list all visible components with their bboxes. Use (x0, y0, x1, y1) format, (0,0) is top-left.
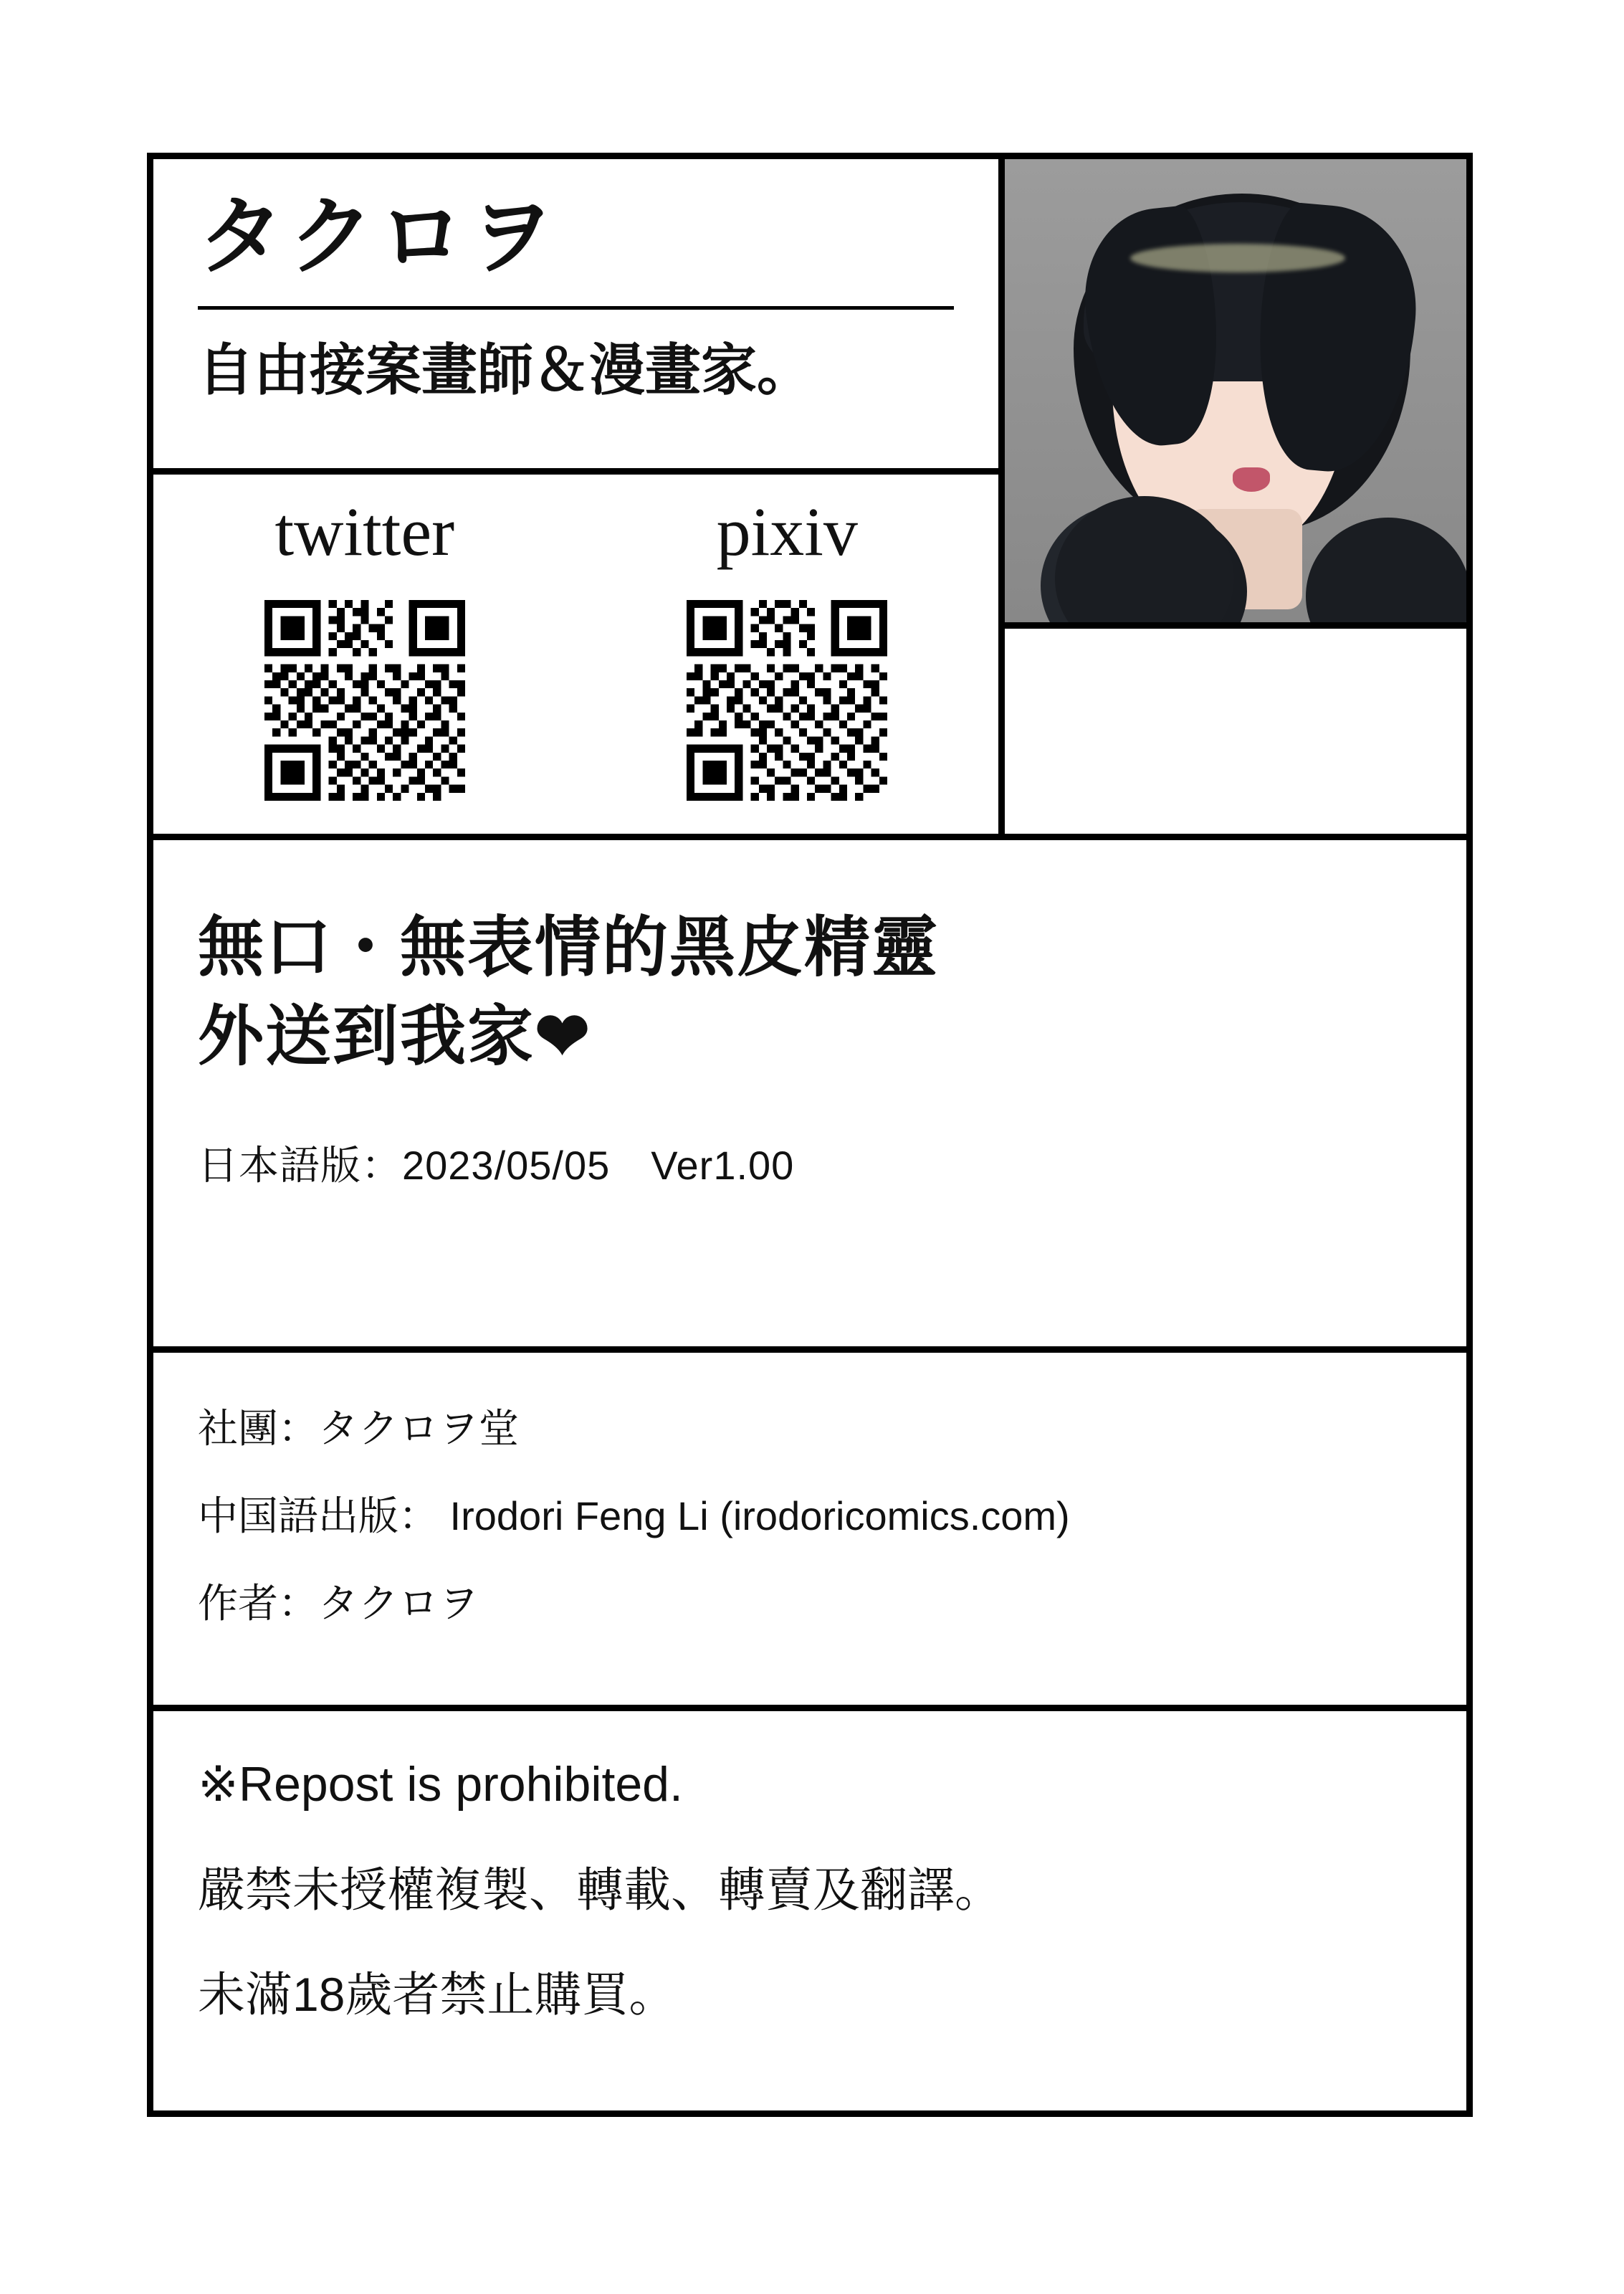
credit-author: 作者：タクロヲ (198, 1581, 479, 1626)
portrait-column (1005, 159, 1466, 840)
notice-age-restriction: 未滿18歲者禁止購買。 (198, 1968, 677, 2021)
artist-portrait-image (1005, 159, 1466, 629)
portrait-mouth (1233, 467, 1270, 492)
work-title-block (153, 840, 1466, 1353)
blank-panel (1005, 629, 1466, 834)
artist-info-column (153, 159, 1005, 840)
credits-card (147, 153, 1473, 2117)
twitter-label: twitter (274, 493, 455, 570)
notice-copyright: 嚴禁未授權複製、轉載、轉賣及翻譯。 (198, 1863, 1002, 1916)
name-underline (198, 306, 954, 310)
notice-block (153, 1711, 1466, 2110)
notice-repost: ※Repost is prohibited. (198, 1757, 683, 1812)
credit-circle: 社團：タクロヲ堂 (198, 1406, 519, 1451)
work-title (198, 903, 939, 1081)
artist-name: タクロヲ (198, 189, 559, 285)
artist-tagline: 自由接案畫師＆漫畫家。 (198, 338, 813, 401)
portrait-hair-highlight (1130, 244, 1345, 272)
work-title-line-1: 無口・無表情的黑皮精靈 (198, 911, 940, 984)
social-item-pixiv[interactable] (576, 475, 999, 840)
header-region (153, 159, 1466, 840)
twitter-qr-code[interactable] (264, 600, 465, 801)
artist-name-block (153, 159, 998, 475)
credits-block (153, 1353, 1466, 1711)
work-title-line-2: 外送到我家❤ (198, 1000, 592, 1074)
social-links-block (153, 475, 998, 840)
social-item-twitter[interactable] (153, 475, 576, 840)
version-line: 日本語版：2023/05/05 Ver1.00 (198, 1143, 795, 1188)
credit-publisher: 中国語出版： Irodori Feng Li (irodoricomics.com) (198, 1493, 1070, 1538)
pixiv-qr-code[interactable] (687, 600, 887, 801)
pixiv-label: pixiv (716, 493, 858, 570)
